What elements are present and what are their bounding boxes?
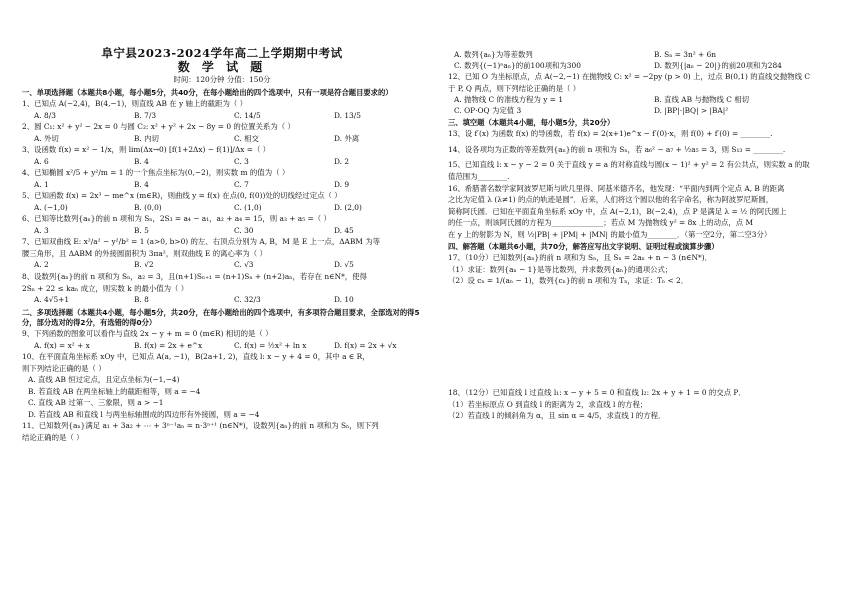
question-11-options	[448, 50, 848, 71]
question-10-line-2: 则下列结论正确的是（ ）	[22, 363, 106, 373]
option: A. 8/3	[34, 110, 56, 120]
answer-space	[448, 288, 848, 388]
option: A. 抛物线 C 的准线方程为 y = 1	[454, 95, 564, 105]
question-11-line-2: 结论正确的是（ ）	[22, 432, 84, 442]
question-7-line-1: 7、已知双曲线 E: x²/a² − y²/b² = 1 (a>0, b>0) 的左、右顶点分别为 A, B，M 是 E 上一点，ΔABM 为等	[22, 237, 381, 247]
question-1-options	[22, 111, 422, 122]
option: B. 内切	[134, 133, 159, 143]
option: A. 1	[34, 179, 49, 189]
question-12-line-1: 12、已知 O 为坐标原点，点 A(−2,−1) 在抛物线 C: x² = −2py (p > 0) 上，过点 B(0,1) 的直线交抛物线 C	[448, 72, 810, 82]
question-12-options	[448, 95, 848, 116]
question-2-options	[22, 134, 422, 145]
option: B. 直线 AB 与抛物线 C 相切	[654, 95, 750, 105]
option: A. 3	[34, 225, 49, 235]
option: C. 数列{(−1)ⁿaₙ}的前100项和为300	[454, 60, 581, 70]
option: B. 7/3	[134, 110, 157, 120]
question-4-options	[22, 180, 422, 191]
option: B. 若直线 AB 在两坐标轴上的截距相等，则 a = −4	[28, 386, 201, 396]
option: A. 外切	[34, 133, 59, 143]
question-3: 3、设函数 f(x) = x² − 1/x，则 lim(Δx→0) [f(1+2Δx) − f(1)]/Δx =（ ）	[22, 145, 271, 155]
option: D. 外离	[334, 133, 360, 143]
question-18: 18、（12分）已知直线 l 过直线 l₁: x − y + 5 = 0 和直线 l₂: 2x + y + 1 = 0 的交点 P．	[448, 388, 746, 397]
option: B. Sₙ = 3n² + 6n	[654, 50, 717, 59]
question-4: 4、已知椭圆 x²/5 + y²/m = 1 的一个焦点坐标为(0,−2)，则实数 m 的值为（ ）	[22, 168, 290, 178]
question-17-part-2: （2）设 cₙ = 1/(aₙ − 1)，数列{cₙ}的前 n 项和为 Tₙ，求证：Tₙ < 2．	[448, 276, 689, 286]
option: D. 2	[334, 156, 350, 166]
option: D. 45	[334, 225, 354, 235]
right-column	[448, 50, 848, 423]
option: C. 30	[234, 225, 254, 235]
question-7-options	[22, 260, 422, 271]
question-12-line-2: 于 P, Q 两点，则下列结论正确的是（ ）	[448, 83, 581, 93]
option: A. 6	[34, 156, 49, 166]
option: B. √2	[134, 260, 154, 270]
section-4-heading: 四、解答题（本题共6小题，共70分，解答应写出文字说明、证明过程或演算步骤）	[448, 242, 719, 252]
exam-subtitle: 数 学 试 题	[177, 60, 267, 75]
option: D. √5	[334, 260, 354, 270]
question-5: 5、已知函数 f(x) = 2x³ − me^x (m∈R)，则曲线 y = f(x) 在点(0, f(0))处的切线经过定点（ ）	[22, 191, 342, 201]
question-1: 1、已知点 A(−2,4)，B(4,−1)，则直线 AB 在 y 轴上的截距为（ ）	[22, 99, 247, 109]
question-16-line-5: 在 y 上的射影为 N，则 ½|PB| + |PM| + |MN| 的最小值为________．（第一空2分，第二空3分）	[448, 229, 772, 239]
section-3-heading: 三、填空题（本题共4小题，每小题5分，共20分）	[448, 118, 615, 128]
exam-meta: 时间：120分钟 分值：150分	[173, 75, 271, 85]
option: A. 直线 AB 恒过定点，且定点坐标为(−1,−4)	[28, 375, 180, 385]
option: D. 数列{|aₙ − 20|}的前20项和为284	[654, 60, 782, 70]
section-2-heading: 二、多项选择题（本题共4小题，每小题5分，共20分，在每小题给出的四个选项中，有多项符合题目要求，全部选对的得5分，部分选对的得2分，有选错的得0分）	[22, 307, 420, 327]
question-18-part-1: （1）若坐标原点 O 到直线 l 的距离为 2，求直线 l 的方程；	[448, 399, 648, 409]
option: C. √3	[234, 260, 254, 270]
option: B. (0,0)	[134, 202, 162, 212]
option: C. 3	[234, 156, 249, 166]
option: C. 7	[234, 179, 249, 189]
option: D. 13/5	[334, 110, 361, 120]
section-1-heading: 一、单项选择题（本题共8小题，每小题5分，共40分，在每小题给出的四个选项中，只有一项是符合题目要求的）	[22, 87, 393, 97]
question-13: 13、设 f′(x) 为函数 f(x) 的导函数，若 f(x) = 2(x+1)e^x − f′(0)·x，则 f(0) + f′(0) = ________.	[448, 129, 773, 139]
option: C. 14/5	[234, 110, 261, 120]
question-10-line-1: 10、在平面直角坐标系 xOy 中，已知点 A(a, −1)，B(2a+1, 2)，直线 l: x − y + 4 = 0，其中 a ∈ R，	[22, 352, 370, 362]
question-7-line-2: 腰三角形，且 ΔABM 的外接圆面积为 3πa²，则双曲线 E 的离心率为（ ）	[22, 248, 267, 258]
question-6: 6、已知等比数列{aₙ}的前 n 项和为 Sₙ，2S₃ = a₄ − a₁，a₂ + a₄ = 15，则 a₃ + a₅ =（ ）	[22, 214, 331, 224]
option: B. 4	[134, 156, 149, 166]
question-8-options	[22, 295, 422, 306]
option: C. 32/3	[234, 295, 261, 305]
option: A. f(x) = x² + x	[34, 340, 90, 350]
question-8-line-1: 8、设数列{aₙ}的前 n 项和为 Sₙ，a₂ = 3，且(n+1)Sₙ₊₁ = (n+1)Sₙ + (n+2)aₙ，若存在 n∈N*，使得	[22, 271, 367, 281]
question-16-line-2: 之比为定值 λ (λ≠1) 的点的轨迹是圆”．后来，人们将这个圆以他的名字命名，称为阿波罗尼斯圆，	[448, 195, 774, 205]
option: C. (1,0)	[234, 202, 262, 212]
option: D. f(x) = 2x + √x	[334, 340, 397, 350]
question-9: 9、下列函数的图象可以看作与直线 2x − y + m = 0 (m∈R) 相切的是（ ）	[22, 329, 273, 339]
question-16-line-1: 16、希腊著名数学家阿波罗尼斯与欧几里得、阿基米德齐名，他发现：“平面内到两个定点 A, B 的距离	[448, 183, 785, 193]
question-6-options	[22, 226, 422, 237]
question-11-line-1: 11、已知数列{aₙ}满足 a₁ + 3a₂ + ⋯ + 3ⁿ⁻¹aₙ = n·3ⁿ⁺¹ (n∈N*)，设数列{aₙ}的前 n 项和为 Sₙ，则下列	[22, 421, 379, 431]
option: A. (−1,0)	[34, 202, 68, 212]
option: C. 直线 AB 过第一、三象限，则 a > −1	[28, 398, 164, 408]
option: B. f(x) = 2x + e^x	[134, 340, 203, 350]
option: A. 4√5+1	[34, 295, 70, 305]
option: C. OP·OQ 为定值 3	[454, 105, 522, 115]
option: D. 9	[334, 179, 350, 189]
option: D. |BP|·|BQ| > |BA|²	[654, 105, 729, 115]
question-8-line-2: 2Sₙ + 22 ≤ kaₙ 成立，则实数 k 的最小值为（ ）	[22, 283, 189, 293]
option: C. 相交	[234, 133, 259, 143]
option: B. 8	[134, 295, 149, 305]
option: D. 10	[334, 295, 354, 305]
question-14: 14、设各项均为正数的等差数列{aₙ}的前 n 项和为 Sₙ，若 a₆² − a₇ + ½a₅ = 3，则 S₁₃ = ________.	[448, 144, 786, 154]
option: D. 若直线 AB 和直线 l 与两坐标轴围成的四边形有外接圆，则 a = −4	[28, 409, 260, 419]
question-3-options	[22, 157, 422, 168]
question-17: 17、（10分）已知数列{aₙ}的前 n 项和为 Sₙ，且 Sₙ = 2aₙ + n − 3 (n∈N*)．	[448, 253, 712, 263]
exam-title: 阜宁县2023-2024学年高二上学期期中考试	[101, 46, 343, 60]
question-5-options	[22, 203, 422, 214]
option: A. 数列{aₙ}为等差数列	[454, 50, 533, 59]
question-15-line-2: 值范围为________.	[448, 172, 510, 181]
option: B. 5	[134, 225, 149, 235]
question-16-line-4: 的任一点，则该阿氏圆的方程为______________；若点 M 为抛物线 y² = 8x 上的动点，点 M	[448, 218, 754, 228]
question-9-options	[22, 341, 422, 352]
question-16-line-3: 简称阿氏圆．已知在平面直角坐标系 xOy 中，点 A(−2,1)，B(−2,4)，点 P 是满足 λ = ½ 的阿氏圆上	[448, 206, 787, 216]
option: A. 2	[34, 260, 49, 270]
question-18-part-2: （2）若直线 l 的倾斜角为 α，且 sin α = 4/5，求直线 l 的方程．	[448, 411, 666, 421]
question-2: 2、圆 C₁: x² + y² − 2x = 0 与圆 C₂: x² + y² + 2x − 8y = 0 的位置关系为（ ）	[22, 122, 295, 132]
question-17-part-1: （1）求证：数列{aₙ − 1}是等比数列，并求数列{aₙ}的通项公式；	[448, 264, 673, 274]
option: C. f(x) = ½x² + ln x	[234, 340, 307, 350]
left-column	[22, 46, 422, 444]
option: B. 4	[134, 179, 149, 189]
option: D. (2,0)	[334, 202, 362, 212]
question-15-line-1: 15、已知直线 l: x − y − 2 = 0 关于直线 y = a 的对称直线与圆(x − 1)² + y² = 2 有公共点，则实数 a 的取	[448, 160, 810, 170]
